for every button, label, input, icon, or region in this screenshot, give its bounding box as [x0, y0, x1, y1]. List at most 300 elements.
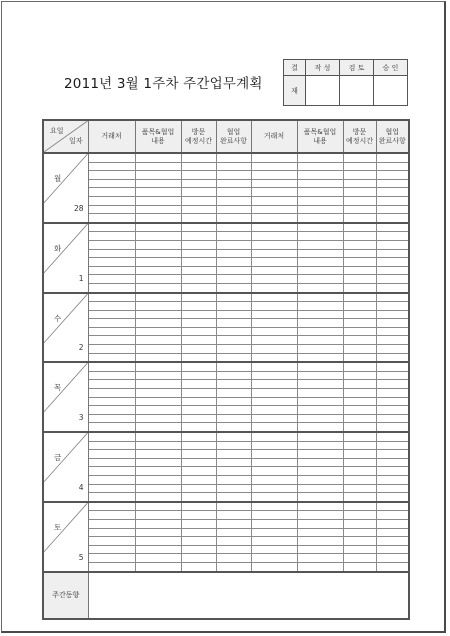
- schedule-cell[interactable]: [251, 153, 297, 162]
- schedule-cell[interactable]: [376, 153, 409, 162]
- schedule-cell[interactable]: [181, 493, 216, 502]
- schedule-cell[interactable]: [181, 371, 216, 380]
- schedule-cell[interactable]: [297, 389, 343, 398]
- schedule-cell[interactable]: [88, 389, 135, 398]
- schedule-cell[interactable]: [216, 345, 251, 354]
- schedule-cell[interactable]: [343, 406, 376, 415]
- schedule-cell[interactable]: [343, 458, 376, 467]
- schedule-cell[interactable]: [251, 258, 297, 267]
- schedule-cell[interactable]: [376, 511, 409, 520]
- schedule-cell[interactable]: [216, 205, 251, 214]
- schedule-cell[interactable]: [135, 162, 181, 171]
- schedule-cell[interactable]: [135, 240, 181, 249]
- schedule-cell[interactable]: [251, 389, 297, 398]
- schedule-cell[interactable]: [343, 223, 376, 232]
- schedule-cell[interactable]: [181, 258, 216, 267]
- schedule-cell[interactable]: [88, 511, 135, 520]
- schedule-cell[interactable]: [297, 240, 343, 249]
- schedule-cell[interactable]: [216, 302, 251, 311]
- signature-box-approve[interactable]: [374, 76, 408, 106]
- schedule-cell[interactable]: [251, 484, 297, 493]
- schedule-cell[interactable]: [251, 214, 297, 223]
- schedule-cell[interactable]: [251, 545, 297, 554]
- schedule-cell[interactable]: [88, 327, 135, 336]
- schedule-cell[interactable]: [251, 223, 297, 232]
- schedule-cell[interactable]: [135, 302, 181, 311]
- schedule-cell[interactable]: [88, 345, 135, 354]
- schedule-cell[interactable]: [181, 511, 216, 520]
- schedule-cell[interactable]: [135, 249, 181, 258]
- schedule-cell[interactable]: [251, 511, 297, 520]
- schedule-cell[interactable]: [251, 450, 297, 459]
- schedule-cell[interactable]: [376, 475, 409, 484]
- schedule-cell[interactable]: [297, 249, 343, 258]
- schedule-cell[interactable]: [297, 467, 343, 476]
- schedule-cell[interactable]: [376, 310, 409, 319]
- schedule-cell[interactable]: [181, 545, 216, 554]
- schedule-cell[interactable]: [343, 414, 376, 423]
- schedule-cell[interactable]: [88, 302, 135, 311]
- schedule-cell[interactable]: [297, 327, 343, 336]
- schedule-cell[interactable]: [181, 319, 216, 328]
- schedule-cell[interactable]: [297, 537, 343, 546]
- schedule-cell[interactable]: [216, 249, 251, 258]
- schedule-cell[interactable]: [216, 458, 251, 467]
- schedule-cell[interactable]: [251, 353, 297, 362]
- schedule-cell[interactable]: [343, 380, 376, 389]
- schedule-cell[interactable]: [88, 562, 135, 571]
- schedule-cell[interactable]: [376, 380, 409, 389]
- schedule-cell[interactable]: [376, 545, 409, 554]
- schedule-cell[interactable]: [343, 283, 376, 292]
- schedule-cell[interactable]: [343, 214, 376, 223]
- schedule-cell[interactable]: [181, 336, 216, 345]
- schedule-cell[interactable]: [216, 545, 251, 554]
- schedule-cell[interactable]: [88, 153, 135, 162]
- schedule-cell[interactable]: [216, 223, 251, 232]
- schedule-cell[interactable]: [343, 362, 376, 371]
- schedule-cell[interactable]: [297, 493, 343, 502]
- schedule-cell[interactable]: [297, 519, 343, 528]
- schedule-cell[interactable]: [343, 319, 376, 328]
- schedule-cell[interactable]: [343, 371, 376, 380]
- schedule-cell[interactable]: [181, 205, 216, 214]
- schedule-cell[interactable]: [181, 345, 216, 354]
- schedule-cell[interactable]: [216, 275, 251, 284]
- schedule-cell[interactable]: [376, 232, 409, 241]
- schedule-cell[interactable]: [376, 258, 409, 267]
- schedule-cell[interactable]: [135, 362, 181, 371]
- schedule-cell[interactable]: [88, 467, 135, 476]
- schedule-cell[interactable]: [88, 214, 135, 223]
- schedule-cell[interactable]: [216, 371, 251, 380]
- schedule-cell[interactable]: [181, 362, 216, 371]
- schedule-cell[interactable]: [88, 249, 135, 258]
- schedule-cell[interactable]: [343, 232, 376, 241]
- schedule-cell[interactable]: [88, 310, 135, 319]
- schedule-cell[interactable]: [135, 223, 181, 232]
- schedule-cell[interactable]: [216, 362, 251, 371]
- schedule-cell[interactable]: [297, 345, 343, 354]
- schedule-cell[interactable]: [135, 258, 181, 267]
- schedule-cell[interactable]: [376, 205, 409, 214]
- schedule-cell[interactable]: [376, 302, 409, 311]
- schedule-cell[interactable]: [135, 310, 181, 319]
- schedule-cell[interactable]: [135, 179, 181, 188]
- schedule-cell[interactable]: [343, 293, 376, 302]
- schedule-cell[interactable]: [181, 214, 216, 223]
- schedule-cell[interactable]: [343, 519, 376, 528]
- schedule-cell[interactable]: [251, 371, 297, 380]
- schedule-cell[interactable]: [343, 502, 376, 511]
- schedule-cell[interactable]: [216, 240, 251, 249]
- schedule-cell[interactable]: [88, 232, 135, 241]
- schedule-cell[interactable]: [216, 310, 251, 319]
- schedule-cell[interactable]: [251, 179, 297, 188]
- schedule-cell[interactable]: [88, 362, 135, 371]
- schedule-cell[interactable]: [181, 458, 216, 467]
- schedule-cell[interactable]: [343, 188, 376, 197]
- schedule-cell[interactable]: [135, 153, 181, 162]
- schedule-cell[interactable]: [181, 502, 216, 511]
- schedule-cell[interactable]: [181, 475, 216, 484]
- schedule-cell[interactable]: [216, 493, 251, 502]
- schedule-cell[interactable]: [251, 171, 297, 180]
- schedule-cell[interactable]: [251, 441, 297, 450]
- schedule-cell[interactable]: [216, 283, 251, 292]
- schedule-cell[interactable]: [216, 519, 251, 528]
- schedule-cell[interactable]: [297, 528, 343, 537]
- schedule-cell[interactable]: [135, 493, 181, 502]
- schedule-cell[interactable]: [216, 353, 251, 362]
- schedule-cell[interactable]: [376, 275, 409, 284]
- schedule-cell[interactable]: [135, 554, 181, 563]
- schedule-cell[interactable]: [88, 554, 135, 563]
- schedule-cell[interactable]: [181, 275, 216, 284]
- schedule-cell[interactable]: [181, 153, 216, 162]
- schedule-cell[interactable]: [297, 371, 343, 380]
- schedule-cell[interactable]: [135, 196, 181, 205]
- schedule-cell[interactable]: [343, 537, 376, 546]
- schedule-cell[interactable]: [343, 327, 376, 336]
- schedule-cell[interactable]: [251, 423, 297, 432]
- schedule-cell[interactable]: [297, 353, 343, 362]
- schedule-cell[interactable]: [181, 293, 216, 302]
- schedule-cell[interactable]: [216, 266, 251, 275]
- schedule-cell[interactable]: [135, 537, 181, 546]
- schedule-cell[interactable]: [135, 562, 181, 571]
- schedule-cell[interactable]: [135, 205, 181, 214]
- schedule-cell[interactable]: [181, 162, 216, 171]
- schedule-cell[interactable]: [181, 232, 216, 241]
- schedule-cell[interactable]: [343, 484, 376, 493]
- schedule-cell[interactable]: [376, 196, 409, 205]
- summary-field[interactable]: [88, 572, 409, 619]
- schedule-cell[interactable]: [251, 380, 297, 389]
- schedule-cell[interactable]: [88, 353, 135, 362]
- schedule-cell[interactable]: [376, 519, 409, 528]
- schedule-cell[interactable]: [343, 258, 376, 267]
- schedule-cell[interactable]: [88, 545, 135, 554]
- schedule-cell[interactable]: [135, 232, 181, 241]
- schedule-cell[interactable]: [88, 371, 135, 380]
- schedule-cell[interactable]: [135, 423, 181, 432]
- schedule-cell[interactable]: [251, 537, 297, 546]
- schedule-cell[interactable]: [88, 475, 135, 484]
- schedule-cell[interactable]: [216, 232, 251, 241]
- schedule-cell[interactable]: [297, 380, 343, 389]
- schedule-cell[interactable]: [181, 467, 216, 476]
- schedule-cell[interactable]: [251, 467, 297, 476]
- schedule-cell[interactable]: [181, 188, 216, 197]
- schedule-cell[interactable]: [251, 345, 297, 354]
- schedule-cell[interactable]: [343, 196, 376, 205]
- schedule-cell[interactable]: [88, 519, 135, 528]
- schedule-cell[interactable]: [135, 214, 181, 223]
- schedule-cell[interactable]: [88, 266, 135, 275]
- schedule-cell[interactable]: [343, 562, 376, 571]
- schedule-cell[interactable]: [216, 319, 251, 328]
- schedule-cell[interactable]: [135, 397, 181, 406]
- schedule-cell[interactable]: [135, 502, 181, 511]
- schedule-cell[interactable]: [251, 249, 297, 258]
- schedule-cell[interactable]: [135, 319, 181, 328]
- schedule-cell[interactable]: [88, 205, 135, 214]
- schedule-cell[interactable]: [88, 196, 135, 205]
- schedule-cell[interactable]: [216, 214, 251, 223]
- schedule-cell[interactable]: [251, 336, 297, 345]
- schedule-cell[interactable]: [343, 493, 376, 502]
- schedule-cell[interactable]: [135, 511, 181, 520]
- schedule-cell[interactable]: [297, 188, 343, 197]
- schedule-cell[interactable]: [343, 397, 376, 406]
- schedule-cell[interactable]: [181, 179, 216, 188]
- schedule-cell[interactable]: [297, 432, 343, 441]
- schedule-cell[interactable]: [251, 475, 297, 484]
- schedule-cell[interactable]: [376, 537, 409, 546]
- schedule-cell[interactable]: [376, 423, 409, 432]
- schedule-cell[interactable]: [251, 502, 297, 511]
- schedule-cell[interactable]: [216, 441, 251, 450]
- schedule-cell[interactable]: [181, 389, 216, 398]
- schedule-cell[interactable]: [88, 528, 135, 537]
- schedule-cell[interactable]: [376, 502, 409, 511]
- schedule-cell[interactable]: [181, 562, 216, 571]
- schedule-cell[interactable]: [216, 397, 251, 406]
- schedule-cell[interactable]: [376, 223, 409, 232]
- schedule-cell[interactable]: [88, 223, 135, 232]
- schedule-cell[interactable]: [297, 205, 343, 214]
- schedule-cell[interactable]: [88, 397, 135, 406]
- schedule-cell[interactable]: [135, 467, 181, 476]
- schedule-cell[interactable]: [216, 475, 251, 484]
- schedule-cell[interactable]: [135, 188, 181, 197]
- schedule-cell[interactable]: [297, 441, 343, 450]
- schedule-cell[interactable]: [181, 423, 216, 432]
- schedule-cell[interactable]: [297, 283, 343, 292]
- schedule-cell[interactable]: [251, 319, 297, 328]
- schedule-cell[interactable]: [88, 432, 135, 441]
- schedule-cell[interactable]: [216, 327, 251, 336]
- schedule-cell[interactable]: [343, 249, 376, 258]
- schedule-cell[interactable]: [88, 179, 135, 188]
- schedule-cell[interactable]: [376, 362, 409, 371]
- schedule-cell[interactable]: [88, 171, 135, 180]
- schedule-cell[interactable]: [181, 519, 216, 528]
- schedule-cell[interactable]: [251, 310, 297, 319]
- schedule-cell[interactable]: [343, 389, 376, 398]
- schedule-cell[interactable]: [216, 258, 251, 267]
- schedule-cell[interactable]: [181, 196, 216, 205]
- schedule-cell[interactable]: [216, 293, 251, 302]
- schedule-cell[interactable]: [376, 353, 409, 362]
- schedule-cell[interactable]: [216, 153, 251, 162]
- schedule-cell[interactable]: [376, 562, 409, 571]
- schedule-cell[interactable]: [297, 275, 343, 284]
- schedule-cell[interactable]: [251, 528, 297, 537]
- schedule-cell[interactable]: [297, 475, 343, 484]
- schedule-cell[interactable]: [376, 389, 409, 398]
- signature-box-review[interactable]: [340, 76, 374, 106]
- schedule-cell[interactable]: [343, 511, 376, 520]
- schedule-cell[interactable]: [343, 266, 376, 275]
- schedule-cell[interactable]: [88, 380, 135, 389]
- schedule-cell[interactable]: [135, 327, 181, 336]
- schedule-cell[interactable]: [216, 406, 251, 415]
- schedule-cell[interactable]: [297, 223, 343, 232]
- schedule-cell[interactable]: [135, 458, 181, 467]
- schedule-cell[interactable]: [181, 223, 216, 232]
- schedule-cell[interactable]: [181, 380, 216, 389]
- schedule-cell[interactable]: [181, 406, 216, 415]
- schedule-cell[interactable]: [343, 275, 376, 284]
- schedule-cell[interactable]: [181, 528, 216, 537]
- schedule-cell[interactable]: [135, 414, 181, 423]
- schedule-cell[interactable]: [297, 336, 343, 345]
- schedule-cell[interactable]: [216, 188, 251, 197]
- schedule-cell[interactable]: [297, 397, 343, 406]
- schedule-cell[interactable]: [135, 432, 181, 441]
- schedule-cell[interactable]: [297, 162, 343, 171]
- schedule-cell[interactable]: [135, 441, 181, 450]
- schedule-cell[interactable]: [88, 441, 135, 450]
- schedule-cell[interactable]: [181, 554, 216, 563]
- schedule-cell[interactable]: [181, 283, 216, 292]
- schedule-cell[interactable]: [376, 406, 409, 415]
- schedule-cell[interactable]: [297, 293, 343, 302]
- schedule-cell[interactable]: [343, 545, 376, 554]
- schedule-cell[interactable]: [181, 537, 216, 546]
- schedule-cell[interactable]: [297, 319, 343, 328]
- schedule-cell[interactable]: [88, 275, 135, 284]
- schedule-cell[interactable]: [343, 450, 376, 459]
- schedule-cell[interactable]: [297, 458, 343, 467]
- schedule-cell[interactable]: [181, 397, 216, 406]
- schedule-cell[interactable]: [343, 353, 376, 362]
- schedule-cell[interactable]: [88, 414, 135, 423]
- schedule-cell[interactable]: [376, 554, 409, 563]
- schedule-cell[interactable]: [135, 484, 181, 493]
- schedule-cell[interactable]: [251, 196, 297, 205]
- schedule-cell[interactable]: [343, 171, 376, 180]
- schedule-cell[interactable]: [376, 266, 409, 275]
- schedule-cell[interactable]: [376, 441, 409, 450]
- schedule-cell[interactable]: [88, 283, 135, 292]
- schedule-cell[interactable]: [181, 266, 216, 275]
- schedule-cell[interactable]: [251, 240, 297, 249]
- schedule-cell[interactable]: [251, 283, 297, 292]
- schedule-cell[interactable]: [376, 283, 409, 292]
- schedule-cell[interactable]: [297, 423, 343, 432]
- schedule-cell[interactable]: [376, 293, 409, 302]
- schedule-cell[interactable]: [135, 450, 181, 459]
- schedule-cell[interactable]: [297, 171, 343, 180]
- schedule-cell[interactable]: [135, 519, 181, 528]
- schedule-cell[interactable]: [216, 414, 251, 423]
- schedule-cell[interactable]: [376, 188, 409, 197]
- schedule-cell[interactable]: [297, 179, 343, 188]
- schedule-cell[interactable]: [216, 528, 251, 537]
- schedule-cell[interactable]: [216, 450, 251, 459]
- schedule-cell[interactable]: [135, 275, 181, 284]
- schedule-cell[interactable]: [297, 196, 343, 205]
- schedule-cell[interactable]: [135, 336, 181, 345]
- schedule-cell[interactable]: [181, 450, 216, 459]
- schedule-cell[interactable]: [297, 214, 343, 223]
- schedule-cell[interactable]: [376, 179, 409, 188]
- schedule-cell[interactable]: [251, 266, 297, 275]
- schedule-cell[interactable]: [376, 467, 409, 476]
- schedule-cell[interactable]: [135, 293, 181, 302]
- schedule-cell[interactable]: [88, 493, 135, 502]
- schedule-cell[interactable]: [343, 475, 376, 484]
- schedule-cell[interactable]: [181, 302, 216, 311]
- schedule-cell[interactable]: [88, 336, 135, 345]
- schedule-cell[interactable]: [376, 493, 409, 502]
- schedule-cell[interactable]: [135, 171, 181, 180]
- schedule-cell[interactable]: [297, 450, 343, 459]
- schedule-cell[interactable]: [251, 397, 297, 406]
- schedule-cell[interactable]: [181, 414, 216, 423]
- schedule-cell[interactable]: [216, 171, 251, 180]
- schedule-cell[interactable]: [297, 310, 343, 319]
- schedule-cell[interactable]: [376, 484, 409, 493]
- schedule-cell[interactable]: [88, 162, 135, 171]
- schedule-cell[interactable]: [251, 275, 297, 284]
- schedule-cell[interactable]: [135, 345, 181, 354]
- schedule-cell[interactable]: [376, 528, 409, 537]
- schedule-cell[interactable]: [88, 450, 135, 459]
- schedule-cell[interactable]: [297, 502, 343, 511]
- schedule-cell[interactable]: [343, 205, 376, 214]
- schedule-cell[interactable]: [135, 475, 181, 484]
- schedule-cell[interactable]: [251, 406, 297, 415]
- schedule-cell[interactable]: [216, 380, 251, 389]
- schedule-cell[interactable]: [135, 266, 181, 275]
- schedule-cell[interactable]: [251, 493, 297, 502]
- schedule-cell[interactable]: [343, 302, 376, 311]
- schedule-cell[interactable]: [251, 562, 297, 571]
- schedule-cell[interactable]: [343, 310, 376, 319]
- schedule-cell[interactable]: [343, 441, 376, 450]
- schedule-cell[interactable]: [376, 458, 409, 467]
- schedule-cell[interactable]: [216, 179, 251, 188]
- schedule-cell[interactable]: [88, 458, 135, 467]
- schedule-cell[interactable]: [343, 423, 376, 432]
- schedule-cell[interactable]: [135, 545, 181, 554]
- schedule-cell[interactable]: [135, 371, 181, 380]
- schedule-cell[interactable]: [251, 362, 297, 371]
